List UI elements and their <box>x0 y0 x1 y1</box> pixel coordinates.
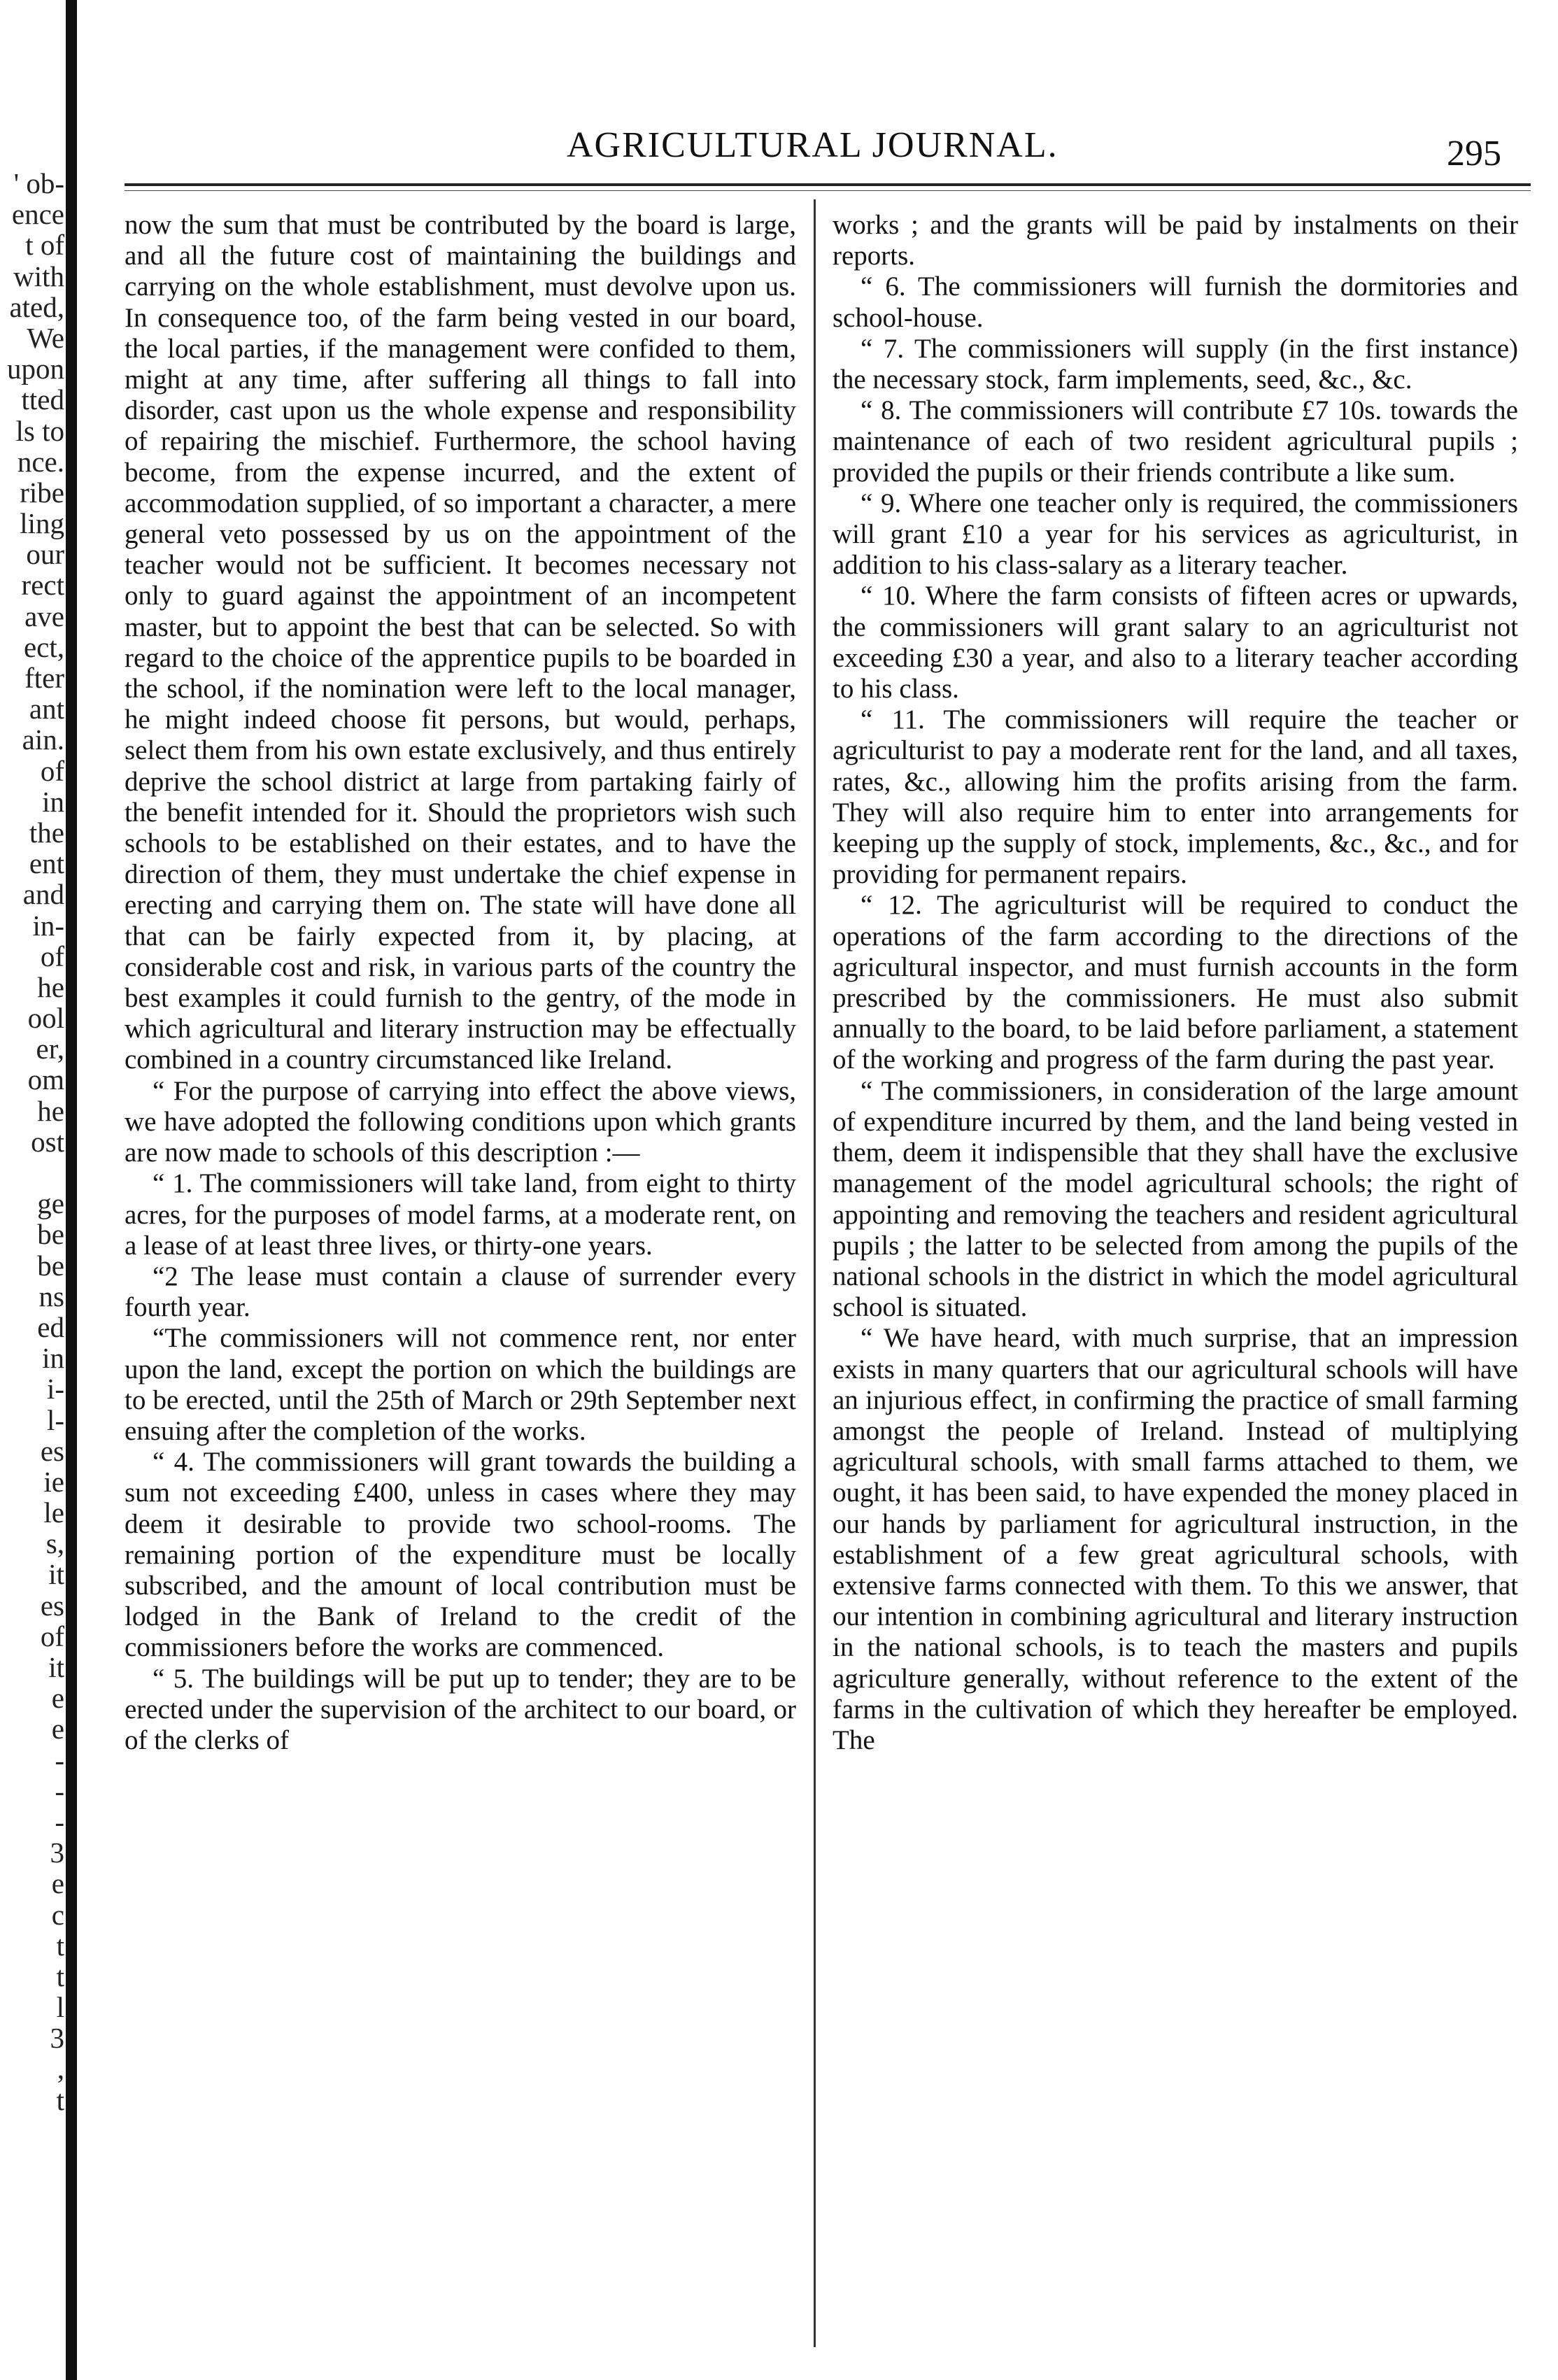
column-divider <box>814 199 816 2347</box>
edge-line: c <box>51 1898 64 1931</box>
edge-line: nce. <box>17 445 64 478</box>
edge-line <box>0 1157 64 1188</box>
edge-line: the <box>29 816 64 849</box>
edge-line: rect <box>21 569 64 602</box>
edge-line: ie <box>43 1465 64 1498</box>
paragraph: “ 11. The commissioners will require the teacher or agriculturist to pay a moderate rent for the land, and all taxes, rates, &c., allowing him the profits arising from the farm. They will also require him to enter into arrangements for keeping up the supply of stock, implements, &c., &c., and for providing for permanent repairs. <box>833 704 1518 890</box>
paragraph: works ; and the grants will be paid by instalments on their reports. <box>833 210 1518 271</box>
paragraph: “ The commissioners, in consideration of the large amount of expenditure incurred by them, and the land being vested in them, deem it indispensible that they shall have the exclusive management of the model agricultural schools; the right of appointing and removing the teachers and resident agricultural pupils ; the latter to be selected from among the pupils of the national schools in the district in which the model agricultural school is situated. <box>833 1075 1518 1323</box>
edge-line: our <box>26 538 64 571</box>
edge-line: ed <box>37 1310 64 1343</box>
edge-line: in- <box>32 909 64 942</box>
edge-line: ost <box>31 1125 64 1158</box>
edge-line: t of <box>25 229 64 262</box>
edge-line: it <box>48 1651 64 1683</box>
edge-line: We <box>27 321 64 354</box>
edge-line: ' ob- <box>13 168 64 199</box>
edge-line: ling <box>20 507 64 540</box>
edge-line: , <box>57 2053 64 2085</box>
paragraph: now the sum that must be contributed by the board is large, and all the future cost of maintaining the buildings and carrying on the whole establishment, must devolve upon us. In consequence too, of the farm being vested in our board, the local parties, if the management were confided to them, might at any time, after suffering all things to fall into disorder, cast upon us the whole expense and responsibility of repairing the mischief. Furthermore, the school having become, from the expense incurred, and the extent of accommodation supplied, of so important a character, a mere general veto possessed by us on the appointment of the teacher would not be sufficient. It becomes necessary not only to guard against the appointment of an incompetent master, but to appoint the best that can be selected. So with regard to the choice of the apprentice pupils to be boarded in the school, if the nomination were left to the local manager, he might indeed choose fit persons, but would, perhaps, select them from his own estate exclusively, and thus entirely deprive the school district at large from partaking fairly of the benefit intended for it. Should the proprietors wish such schools to be established on their estates, and to have the direction of them, they must undertake the chief expense in erecting and carrying them on. The state will have done all that can be fairly expected from it, by placing, at considerable cost and risk, in various parts of the country the best examples it could furnish to the gentry, of the mode in which agricultural and literary instruction may be effectually combined in a country circumstanced like Ireland. <box>125 210 796 1075</box>
edge-line: t <box>56 1960 64 1992</box>
binding-gutter <box>66 0 77 2380</box>
edge-line: it <box>48 1558 64 1591</box>
edge-line: ain. <box>22 723 64 756</box>
edge-line: t <box>56 1929 64 1962</box>
edge-line: e <box>51 1713 64 1745</box>
page-number: 295 <box>1447 134 1501 173</box>
paragraph: “2 The lease must contain a clause of surrender every fourth year. <box>125 1261 796 1323</box>
edge-line: with <box>13 260 64 292</box>
edge-line: in <box>42 1342 64 1375</box>
edge-line: of <box>40 940 64 972</box>
paragraph: “ 9. Where one teacher only is required, the commissioners will grant £10 a year for his services as agriculturist, in addition to his class-salary as a literary teacher. <box>833 488 1518 581</box>
paragraph: “ 7. The commissioners will supply (in the first instance) the necessary stock, farm implements, seed, &c., &c. <box>833 333 1518 395</box>
paragraph: “ 4. The commissioners will grant towards the building a sum not exceeding £400, unless in cases where they may deem it desirable to provide two school-rooms. The remaining portion of the expenditure must be locally subscribed, and the amount of local contribution must be lodged in the Bank of Ireland to the credit of the commissioners before the works are commenced. <box>125 1447 796 1663</box>
paragraph: “ 12. The agriculturist will be required to conduct the operations of the farm according to the directions of the agricultural inspector, and must furnish accounts in the form prescribed by the commissioners. He must also submit annually to the board, to be laid before parliament, a statement of the working and progress of the farm during the past year. <box>833 890 1518 1075</box>
edge-line: e <box>51 1867 64 1900</box>
edge-line: er, <box>36 1033 64 1065</box>
edge-line: le <box>43 1496 64 1529</box>
edge-line: and <box>22 878 64 911</box>
edge-line: om <box>27 1063 64 1096</box>
paragraph: “ 8. The commissioners will contribute £7 10s. towards the maintenance of each of two resident agricultural pupils ; provided the pupils or their friends contribute a like sum. <box>833 395 1518 488</box>
edge-line: he <box>37 1094 64 1127</box>
paragraph: “ We have heard, with much surprise, that an impression exists in many quarters that our agricultural schools will have an injurious effect, in confirming the practice of small farming amongst the people of Ireland. Instead of multiplying agricultural schools, with small farms attached to them, we ought, it has been said, to have expended the money placed in our hands by parliament for agricultural instruction, in the establishment of a few great agricultural schools, with extensive farms connected with them. To this we answer, that our intention in combining agricultural and literary instruction in the national schools, is to teach the masters and pupils agriculture generally, without reference to the extent of the farms in the cultivation of which they hereafter be employed. The <box>833 1323 1518 1755</box>
edge-line: ge <box>37 1187 64 1220</box>
edge-line: l- <box>46 1403 64 1436</box>
header-rule <box>125 183 1531 186</box>
edge-line: in <box>42 785 64 818</box>
edge-line: l <box>56 1991 64 2024</box>
header-rule-thin <box>125 190 1531 191</box>
edge-line: ave <box>24 600 64 632</box>
edge-line: of <box>40 754 64 787</box>
edge-line: ence <box>11 198 64 231</box>
edge-line: be <box>37 1218 64 1251</box>
edge-line: ent <box>29 847 64 880</box>
paragraph: “The commissioners will not commence rent, nor enter upon the land, except the portion on which the buildings are to be erected, until the 25th of March or 29th September next ensuing after the completion of the works. <box>125 1323 796 1446</box>
running-head: AGRICULTURAL JOURNAL. <box>567 125 1058 165</box>
left-column <box>125 210 796 1756</box>
edge-line: e <box>51 1682 64 1715</box>
edge-line: t <box>56 2083 64 2116</box>
edge-line: 3 <box>50 1836 64 1869</box>
edge-line: - <box>55 1774 64 1807</box>
right-column <box>833 210 1518 1756</box>
edge-line: of <box>40 1620 64 1652</box>
edge-line: - <box>55 1743 64 1776</box>
edge-line: 3 <box>50 2022 64 2055</box>
edge-line: es <box>40 1589 64 1622</box>
paragraph: “ For the purpose of carrying into effect the above views, we have adopted the following conditions upon which grants are now made to schools of this description :— <box>125 1075 796 1168</box>
edge-line: fter <box>24 662 64 694</box>
edge-line: es <box>40 1434 64 1467</box>
edge-line: s, <box>45 1527 64 1560</box>
paragraph: “ 6. The commissioners will furnish the dormitories and school-house. <box>833 271 1518 333</box>
edge-line: ect, <box>23 630 64 663</box>
paragraph: “ 10. Where the farm consists of fifteen acres or upwards, the commissioners will grant salary to an agriculturist not exceeding £30 a year, and also to a literary teacher according to his class. <box>833 581 1518 704</box>
edge-line: he <box>37 970 64 1003</box>
edge-line: tted <box>21 383 64 416</box>
edge-line: ant <box>29 693 64 725</box>
edge-line: ated, <box>9 290 64 323</box>
facing-page-edge <box>0 168 64 2295</box>
edge-line: ns <box>38 1280 64 1312</box>
edge-line: ool <box>27 1002 64 1035</box>
edge-line: i- <box>46 1373 64 1405</box>
edge-line: - <box>55 1805 64 1838</box>
edge-line: upon <box>7 353 64 385</box>
edge-line: be <box>37 1249 64 1282</box>
paragraph: “ 5. The buildings will be put up to tender; they are to be erected under the supervision of the architect to our board, or of the clerks of <box>125 1663 796 1755</box>
edge-line: ls to <box>15 414 64 447</box>
edge-line: ribe <box>20 476 64 509</box>
paragraph: “ 1. The commissioners will take land, from eight to thirty acres, for the purposes of model farms, at a moderate rent, on a lease of at least three lives, or thirty-one years. <box>125 1168 796 1261</box>
